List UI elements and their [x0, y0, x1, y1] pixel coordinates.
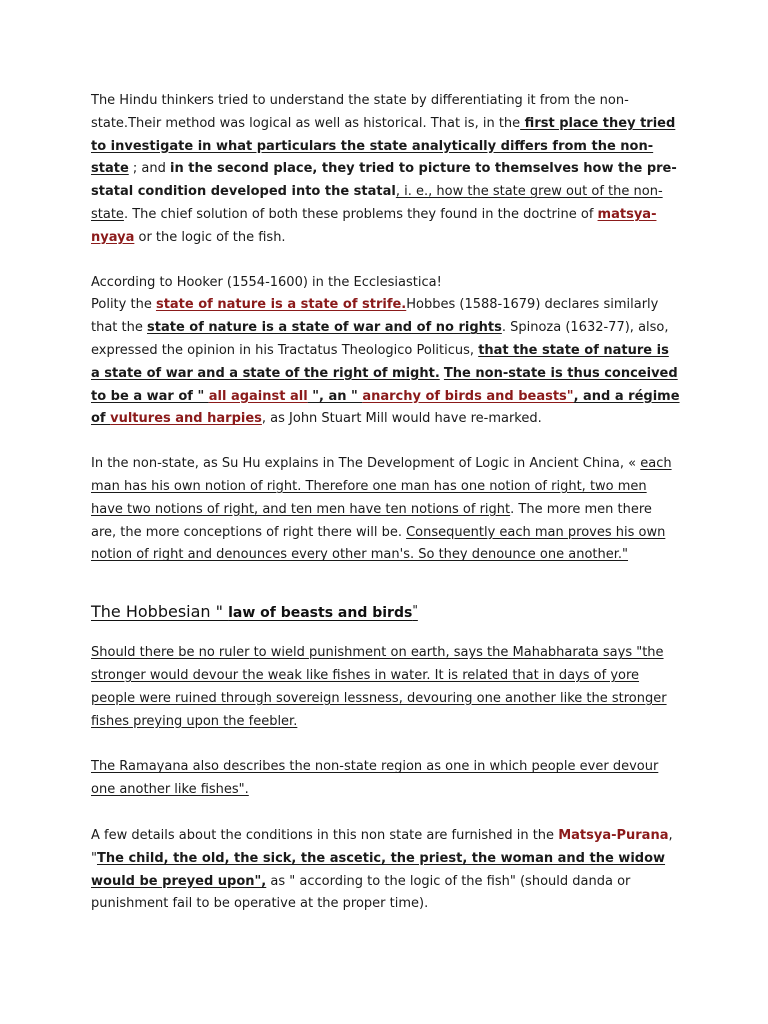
- document-body: [91, 90, 681, 916]
- term-vultures-harpies: vultures and harpies: [110, 411, 262, 427]
- paragraph-ramayana: The Ramayana also describes the non-state region as one in which people ever devour one another like fishes".: [91, 759, 659, 798]
- term-all-against-all: all against all: [208, 388, 308, 404]
- paragraph-spacer: [91, 567, 681, 597]
- emphasis-state-of-strife: state of nature is a state of strife.: [155, 297, 407, 313]
- paragraph-state-of-nature: [91, 294, 681, 431]
- text-run: Hobbes (1588-1679) declares similarly that the: [91, 297, 659, 336]
- heading-run: The Hobbesian ": [91, 602, 229, 622]
- heading-quote: ": [412, 603, 418, 618]
- emphasis-right-of-might: that the state of nature is a state of war and a state of the right of might.: [91, 342, 669, 381]
- text-run: A few details about the conditions in this non state are furnished in the: [91, 827, 559, 843]
- text-run: , ": [91, 827, 673, 866]
- emphasis-preyed-upon: The child, the old, the sick, the ascetic, the priest, the woman and the widow would be preyed upon",: [91, 850, 666, 889]
- underline-state-grew: , i. e., how the state grew out of the non-state: [91, 184, 663, 222]
- paragraph-spacer: [91, 626, 681, 642]
- text-run: Polity the: [91, 297, 156, 313]
- term-matsya-purana: Matsya-Purana: [558, 827, 669, 843]
- emphasis-investigate: they tried to investigate in what particulars the state analytically differs from the non-state: [91, 115, 676, 177]
- term-anarchy-birds-beasts: anarchy of birds and beasts": [362, 388, 574, 404]
- emphasis-regime-of: , and a régime of: [91, 388, 680, 427]
- emphasis-war-no-rights: state of nature is a state of war and of no rights: [147, 320, 502, 336]
- paragraph-spacer: [91, 250, 681, 272]
- emphasis-first-place: first place: [520, 115, 603, 131]
- paragraph-spacer: [91, 802, 681, 825]
- paragraph-spacer: [91, 431, 681, 453]
- paragraph-su-hu: [91, 453, 681, 567]
- text-run: or the logic of the fish.: [134, 229, 286, 245]
- text-run: ; and: [128, 161, 170, 177]
- heading-emphasis: law of beasts and birds: [228, 605, 413, 622]
- text-run: as " according to the logic of the fish" (should danda or punishment fail to be operative at the proper time).: [91, 873, 631, 912]
- paragraph-hindu-thinkers: [91, 90, 681, 250]
- emphasis-war-of: The non-state is thus conceived to be a war of ": [91, 365, 678, 404]
- term-matsya-nyaya: matsya-nyaya: [91, 206, 657, 245]
- text-run: . The more men there are, the more conceptions of right there will be.: [91, 501, 652, 540]
- underline-notion-of-right: each man has his own notion of right. Therefore one man has one notion of right, two men have two notions of right, and ten men have ten notions of right: [91, 456, 672, 517]
- paragraph-mahabharata: Should there be no ruler to wield punishment on earth, says the Mahabharata says "the stronger would devour the weak like fishes in water. It is related that in days of yore people were ruined through sovereign lessness, devouring one another like the stronger fishes preying upon the feebler.: [91, 645, 667, 729]
- text-run: In the non-state, as Su Hu explains in The Development of Logic in Ancient China, «: [91, 456, 641, 472]
- text-run: . Spinoza (1632-77), also, expressed the opinion in his Tractatus Theologico Politicus,: [91, 320, 669, 358]
- underline-denounce: Consequently each man proves his own notion of right and denounces every other man's. So they denounce one another.": [91, 524, 666, 563]
- emphasis-second-place: in the second place, they tried to picture to themselves how the pre-statal condition developed into the statal: [91, 161, 677, 200]
- paragraph-matsya-purana: [91, 825, 681, 916]
- paragraph-hooker-line: According to Hooker (1554-1600) in the Ecclesiastica!: [91, 274, 442, 290]
- text-run: The Hindu thinkers tried to understand the state by differentiating it from the non-state.Their method was logical as well as historical. That is, in the: [91, 93, 629, 131]
- section-heading-hobbesian: [91, 597, 681, 626]
- paragraph-spacer: [91, 733, 681, 756]
- text-run: . The chief solution of both these problems they found in the doctrine of: [123, 206, 598, 222]
- text-run: , as John Stuart Mill would have re-marked.: [261, 411, 542, 427]
- emphasis-an: ", an ": [307, 388, 363, 404]
